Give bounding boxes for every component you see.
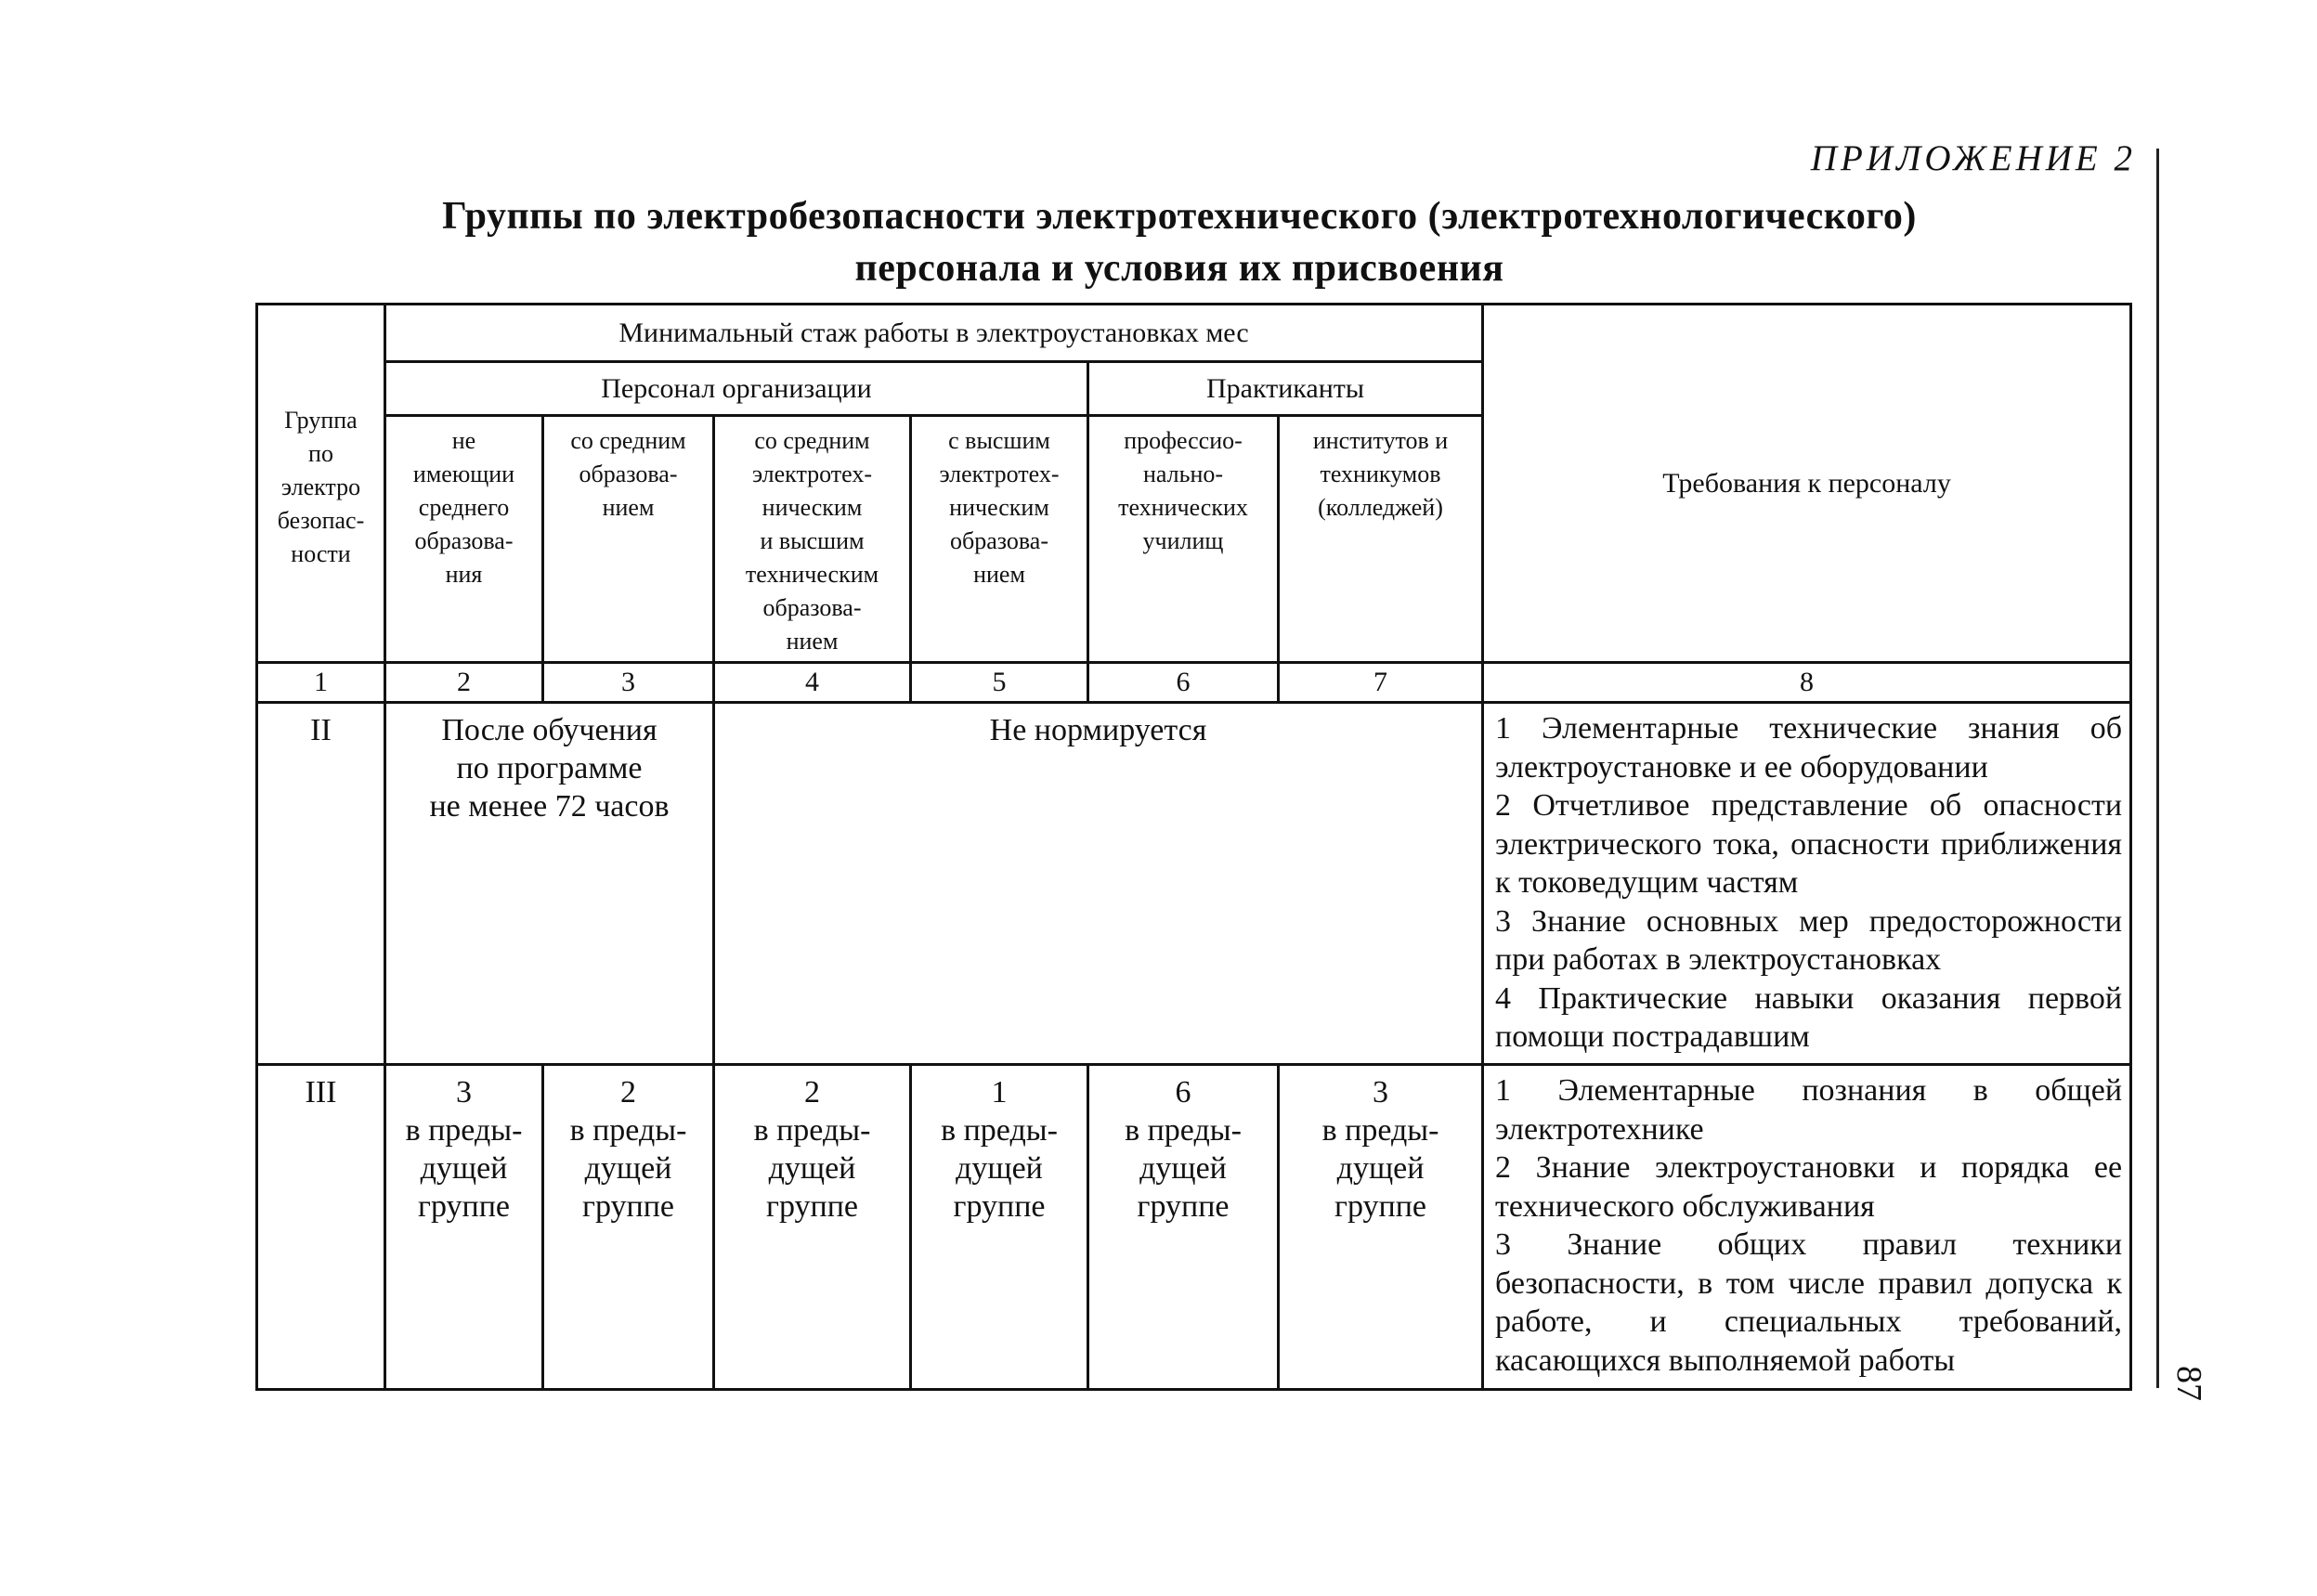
header-higher-electrotechnical-education: с высшим электротех- ническим образова- нием [911,416,1088,663]
column-number: 8 [1483,663,2131,703]
group-cell: II [257,703,385,1065]
experience-cell: 3 в преды- дущей группе [385,1065,543,1390]
column-number: 5 [911,663,1088,703]
page-number: 87 [2169,1366,2208,1401]
header-requirements: Требования к персоналу [1483,305,2131,663]
requirement-item: 2 Отчетливое представление об опасности электрического тока, опасности приближения к токоведущим частям [1495,788,2123,900]
title-line-1: Группы по электробезопасности электротехнического (электротехнологического) [442,195,1917,238]
header-institutes-colleges: институтов и техникумов (колледжей) [1279,416,1483,663]
requirement-item: 3 Знание основных мер предосторожности при работах в электроустановках [1495,903,2123,977]
table-row [257,703,2131,1065]
experience-cell: 2 в преды- дущей группе [714,1065,911,1390]
requirement-item: 1 Элементарные познания в общей электротехнике [1495,1073,2123,1147]
header-secondary-education: со средним образова- нием [543,416,714,663]
document-title [186,190,2173,294]
experience-cell: 3 в преды- дущей группе [1279,1065,1483,1390]
not-normed-cell: Не нормируется [714,703,1483,1065]
column-number: 6 [1088,663,1279,703]
experience-cell: 2 в преды- дущей группе [543,1065,714,1390]
experience-cell: 6 в преды- дущей группе [1088,1065,1279,1390]
requirements-cell [1483,703,2131,1065]
requirement-item: 2 Знание электроустановки и порядка ее технического обслуживания [1495,1150,2123,1224]
margin-rule [2156,149,2159,1388]
column-number: 7 [1279,663,1483,703]
electrical-safety-groups-table [255,303,2132,1391]
requirement-item: 1 Элементарные технические знания об электроустановке и ее оборудовании [1495,711,2123,785]
column-number: 2 [385,663,543,703]
column-number: 1 [257,663,385,703]
column-number: 4 [714,663,911,703]
requirement-item: 4 Практические навыки оказания первой помощи пострадавшим [1495,980,2123,1054]
header-group-column: Группа по электро безопас- ности [257,305,385,663]
header-no-secondary-education: не имеющии среднего образова- ния [385,416,543,663]
table-row [257,1065,2131,1390]
header-min-experience: Минимальный стаж работы в электроустановках мес [385,305,1483,362]
header-vocational-schools: профессио- нально- технических училищ [1088,416,1279,663]
experience-cell: 1 в преды- дущей группе [911,1065,1088,1390]
requirement-item: 3 Знание общих правил техники безопасности, в том числе правил допуска к работе, и специальных требований, касающихся выполняемой работы [1495,1227,2123,1378]
column-number: 3 [543,663,714,703]
title-line-2: персонала и условия их присвоения [854,247,1504,290]
appendix-label: ПРИЛОЖЕНИЕ 2 [1810,138,2136,178]
training-cell: После обучения по программе не менее 72 часов [385,703,714,1065]
header-org-personnel: Персонал организации [385,362,1088,416]
requirements-cell [1483,1065,2131,1390]
header-secondary-electrotechnical-education: со средним электротех- ническим и высшим техническим образова- нием [714,416,911,663]
group-cell: III [257,1065,385,1390]
header-trainees: Практиканты [1088,362,1483,416]
